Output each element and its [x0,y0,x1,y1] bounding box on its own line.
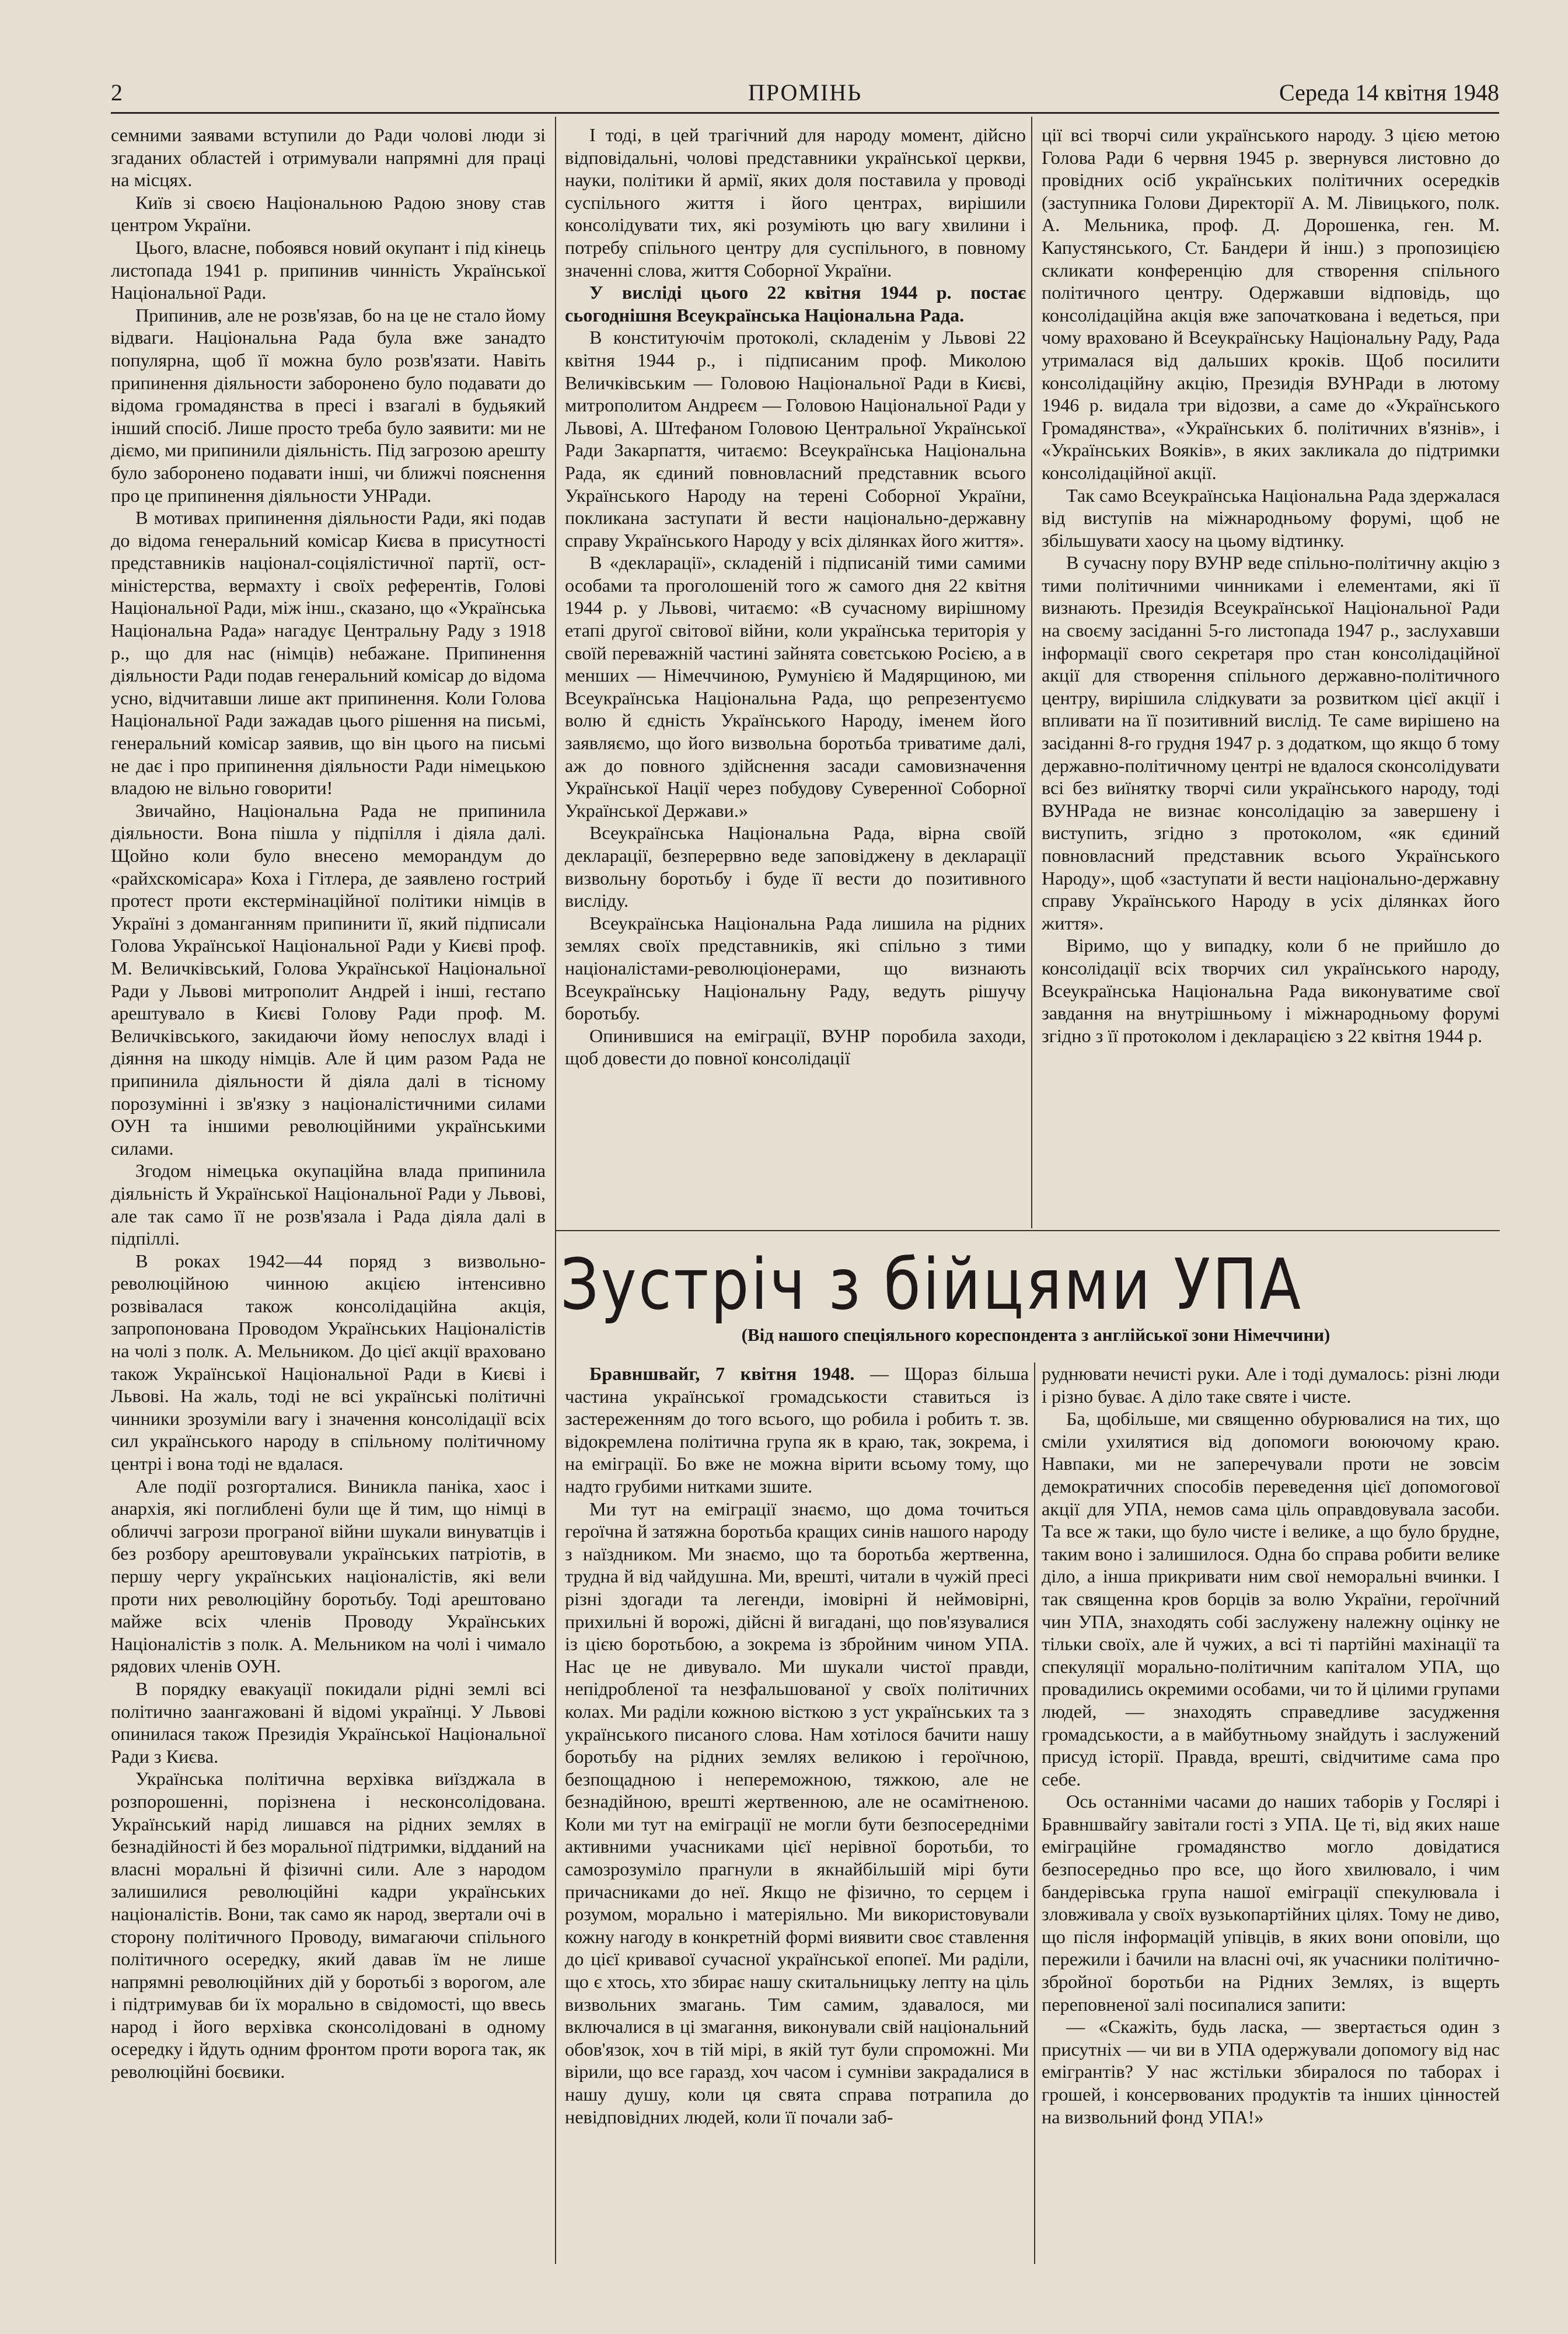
paragraph: руднювати нечисті руки. Але і тоді думалось: різні люди і різно буває. А діло таке святе і чисте. [1042,1363,1500,1407]
paragraph: Віримо, що у випадку, коли б не прийшло до консолідації всіх творчих сил українського народу, Всеукраїнська Національна Рада виконуватиме свої завдання на внутрішньому і міжнародньому форумі згідно з її протоколом і декларацією з 22 квітня 1944 р. [1042,935,1500,1046]
masthead: ПРОМІНЬ [748,79,862,106]
paragraph: Опинившися на еміграції, ВУНР поробила заходи, щоб довести до повної консолідації [565,1025,1026,1069]
column-3 [1042,124,1500,1221]
header-rule [111,112,1499,114]
paragraph: В порядку евакуації покидали рідні землі всі політично заангажовані й відомі українці. У Львові опинилася також Президія Української Національної Ради з Києва. [111,1678,546,1767]
paragraph-text: — Щораз більша частина української громадськости ставиться із застереженням до того всього, що робила і робить т. зв. відокремлена політична група як в краю, так, зокрема, і на еміграції. Бо вже не можна вірити всьому тому, що надто грубими нитками зшите. [565,1363,1029,1497]
paragraph: Звичайно, Національна Рада не припинила діяльности. Вона пішла у підпілля і діяла далі. Щойно коли було внесено меморандум до «райхскомісара» Коха і Гітлера, де заявлено гострий протест проти екстермінаційної політики німців в Україні з доманганням припинити її, який підписали Голова Української Національної Ради у Києві проф. М. Величківський, Голова Української Національної Ради у Львові митрополит Андрей і інші, гестапо арештувало в Києві Голову Ради проф. М. Величківського, закидаючи йому непослух владі і діяння на шкоду німців. Але й цим разом Рада не припинила діяльности й діяла далі в тісному порозумінні і зв'язку з націоналістичними силами ОУН та іншими революційними українськими силами. [111,799,546,1159]
paragraph: Але події розгорталися. Виникла паніка, хаос і анархія, які поглиблені були ще й тим, що німці в обличчі загрози програної війни шукали винуватців і без розбору арештовували українських патріотів, в першу чергу українських націоналістів, які вели проти них революційну боротьбу. Тоді арештовано майже всіх членів Проводу Українських Націоналістів з полк. А. Мельником на чолі і чимало рядових членів ОУН. [111,1475,546,1677]
article-column-left [565,1362,1029,2264]
column-1 [111,124,546,2259]
paragraph: Цього, власне, побоявся новий окупант і під кінець листопада 1941 р. припинив чинність Української Національної Ради. [111,236,546,303]
paragraph: У висліді цього 22 квітня 1944 р. постає сьогоднішня Всеукраїнська Національна Рада. [565,282,1026,326]
article-column-right [1042,1362,1500,2264]
article-headline: Зустріч з бійцями УПА [560,1245,1303,1326]
column-divider [1031,117,1032,1228]
section-rule [555,1230,1500,1231]
page-number: 2 [111,79,123,106]
article-lead [565,1362,1029,1498]
paragraph: Так само Всеукраїнська Національна Рада здержалася від виступів на міжнародньому форумі, щоб не збільшувати хаосу на цьому відтинку. [1042,484,1500,551]
paragraph: семними заявами вступили до Ради чолові люди зі згаданих областей і отримували напрямні для праці на місцях. [111,124,546,191]
paragraph: В мотивах припинення діяльности Ради, які подав до відома генеральний комісар Києва в присутності представників націонал-соціялістичної партії, ост-міністерства, вермахту і своїх референтів, Голові Національної Ради, між інш., сказано, що «Українська Національна Рада» нагадує Центральну Раду з 1918 р., що для нас (німців) небажане. Припинення діяльности Ради подав генеральний комісар до відома усно, відчитавши лише акт припинення. Коли Голова Національної Ради зажадав цього рішення на письмі, генеральний комісар заявив, що він цього на письмі не дає і про припинення діяльности Ради німецькою владою не вільно говорити! [111,507,546,799]
paragraph: Київ зі своєю Національною Радою знову став центром України. [111,191,546,236]
paragraph: ції всі творчі сили українського народу. З цією метою Голова Ради 6 червня 1945 р. звернувся листовно до провідних осіб українських політичних осередків (заступника Голови Директорії А. М. Лівицького, полк. А. Мельника, проф. Д. Дорошенка, ген. М. Капустянського, Ст. Бандери й інш.) з пропозицією скликати конференцію для створення спільного політичного центру. Одержавши відповідь, що консолідаційна акція вже започаткована і ведеться, при чому враховано й Всеукраїнську Національну Раду, Рада утрималася від дальших кроків. Щоб посилити консолідаційну акцію, Президія ВУНРади в лютому 1946 р. видала три відозви, а саме до «Українського Громадянства», «Українських б. політичних в'язнів», і «Українських Вояків», в яких закликала до підтримки консолідаційної акції. [1042,124,1500,483]
column-divider [1034,1362,1035,2264]
paragraph: Ось останніми часами до наших таборів у Гослярі і Бравншвайгу завітали гості з УПА. Це ті, від яких наше еміграційне громадянство могло довідатися безпосередньо про все, що його хвилювало, і чим бандерівська група нашої еміграції спекулювала і зловживала у своїх вузькопартійних цілях. Тому не диво, що після інформацій упівців, в яких вони оповіли, що пережили і бачили на власні очі, як учасники політично-збройної боротьби на Рідних Землях, із вщерть переповненої залі посипалися запити: [1042,1791,1500,2015]
paragraph: Всеукраїнська Національна Рада лишила на рідних землях своїх представників, які спільно з тими націоналістами-революціонерами, що визнають Всеукраїнську Національну Раду, ведуть рішучу боротьбу. [565,912,1026,1024]
paragraph: І тоді, в цей трагічний для народу момент, дійсно відповідальні, чолові представники української церкви, науки, політики й армії, яких доля поставила у проводі суспільного життя і його центрах, вирішили консолідувати тих, які розуміють цю вагу хвилини і потребу спільного центру для суспільного, в повному значенні слова, життя Соборної України. [565,124,1026,281]
paragraph: В «декларації», складеній і підписаній тими самими особами та проголошеній того ж самого дня 22 квітня 1944 р. у Львові, читаємо: «В сучасному вирішному етапі другої світової війни, коли українська територія у своїй переважній частині зайнята совєтською Росією, а в менших — Німеччиною, Румунією й Мадярщиною, ми Всеукраїнська Національна Рада, що репрезентуємо волю й єдність Українського Народу, іменем його заявляємо, що його визвольна боротьба триватиме далі, аж до повного здійснення засади самовизначення Української Нації через побудову Суверенної Соборної Української Держави.» [565,552,1026,821]
paragraph: В сучасну пору ВУНР веде спільно-політичну акцію з тими політичними чинниками і елементами, які її визнають. Президія Всеукраїнської Національної Ради на своєму засіданні 5-го листопада 1947 р., заслухавши інформації свого секретаря про стан консолідаційної акції для створення спільного державно-політичного центру, вирішила слідкувати за розвитком цієї акції і впливати на її позитивний вислід. Те саме вирішено на засіданні 8-го грудня 1947 р. з додатком, що якщо б тому державно-політичному центрі не вдалося сконсолідувати всі без виїнятку творчі сили українського народу, тоді ВУНРада не визнає консолідацію за завершену і виступить, згідно з протоколом, «як єдиний повновласний представник всього Українського Народу», щоб «заступати й вести національно-державну справу Українського Народу в усіх ділянках його життя». [1042,552,1500,934]
issue-date: Середа 14 квітня 1948 [1279,79,1499,106]
article-subheadline: (Від нашого спеціяльного кореспондента з англійської зони Німеччини) [741,1325,1330,1345]
paragraph: Згодом німецька окупаційна влада припинила діяльність й Української Національної Ради у Львові, але так само її не розв'язала і Рада діяла далі в підпіллі. [111,1160,546,1249]
paragraph: В конституючім протоколі, складенім у Львові 22 квітня 1944 р., і підписаним проф. Миколою Величківським — Головою Національної Ради в Києві, митрополитом Андреєм — Головою Національної Ради у Львові, А. Штефаном Головою Центральної Української Ради Закарпаття, читаємо: Всеукраїнська Національна Рада, як єдиний повновласний представник всього Українського Народу на терені Соборної України, покликана заступати й вести національно-державну справу Українського Народу у всіх ділянках його життя». [565,327,1026,551]
paragraph: — «Скажіть, будь ласка, — звертається один з присутніх — чи ви в УПА одержували допомогу від нас емігрантів? У нас жстільки збиралося по таборах і грошей, і консервованих продуктів та інших цінностей на визвольний фонд УПА!» [1042,2016,1500,2127]
dateline: Бравншвайг, 7 квітня 1948. [589,1363,855,1384]
paragraph: В роках 1942—44 поряд з визвольно-революційною чинною акцією інтенсивно розвівалася також консолідаційна акція, запропонована Проводом Українських Націоналістів на чолі з полк. А. Мельником. До цієї акції враховано також Української Національної Ради в Києві і Львові. На жаль, тоді не всі українські політичні чинники зрозуміли вагу і значення консолідації всіх сил українського народу в спільному політичному центрі і вона тоді не вдалася. [111,1250,546,1475]
paragraph: Ми тут на еміграції знаємо, що дома точиться героїчна й затяжна боротьба кращих синів нашого народу з наїздником. Ми знаємо, що та боротьба жертвенна, трудна й від чайдушна. Ми, врешті, читали в чужій пресі різні здогади та легенди, імовірні й неймовірні, прихильні й ворожі, дійсні й вигадані, що пов'язувалися із цією боротьбою, а зокрема із збройним чином УПА. Нас це не дивувало. Ми шукали чистої правди, непідробленої та незфальшованої у своїх політичних колах. Ми раділи кожною вісткою з уст українських та з українського писаного слова. Нам хотілося бачити нашу боротьбу на рідних землях великою і героїчною, безпощадною і непереможною, тяжкою, але не безнадійною, врешті жертвенною, але не осамітненою. Коли ми тут на еміграції не могли бути безпосередніми активними учасниками цієї нерівної боротьби, то самозрозуміло прагнули в якнайбільшій мірі бути причасниками до неї. Якщо не фізично, то серцем і розумом, морально і матеріяльно. Ми використовували кожну нагоду в конкретній формі виявити своє ставлення до цієї кривавої сучасної української епопеї. Ми раділи, що є хтось, хто збирає нашу скитальницьку лепту на ціль визвольних змагань. Тим самим, здавалося, ми включалися в ці змагання, виконували свій національний обов'язок, хоч в тій мірі, в якій тут були спроможні. Ми вірили, що все гаразд, хоч часом і сумніви закрадалися в нашу душу, коли ця свята справа потрапила до невідповідних людей, коли її почали заб- [565,1498,1029,2127]
paragraph: Припинив, але не розв'язав, бо на це не стало йому відваги. Національна Рада була вже занадто популярна, щоб її можна було розв'язати. Навіть припинення діяльности заборонено було подавати до відома громадянства в пресі і взагалі в будьякий інший спосіб. Лише просто треба було заявити: ми не діємо, ми припинили діяльність. Під загрозою арешту було заборонено подавати інші, чи ближчі пояснення про це припинення діяльности УНРади. [111,304,546,506]
column-divider [555,117,556,2264]
column-2 [565,124,1026,1221]
paragraph: Ба, щобільше, ми священно обурювалися на тих, що сміли ухилятися від допомоги воюючому краю. Навпаки, ми не заперечували проти не зовсім демократичних способів переведення цієї допомогової акції для УПА, немов сама ціль оправдовувала засоби. Та все ж таки, що було чисте і велике, а що було брудне, таким воно і залишилося. Одна бо справа робити велике діло, а інша прикривати ним свої неморальні вчинки. І так священна кров борців за волю України, героїчний чин УПА, знаходять собі заслужену належну оцінку не тільки своїх, але й чужих, а всі ті партійні махінації та спекуляції морально-політичним капіталом УПА, що провадились окремими особами, чи то й цілими групами людей, — знаходять справедливе засудження громадськости, а в майбутньому знайдуть і заслужений присуд історії. Правда, врешті, свідчитиме сама про себе. [1042,1408,1500,1790]
paragraph: Українська політична верхівка виїзджала в розпорошенні, порізнена і несконсолідована. Український нарід лишався на рідних землях в безнадійності й без моральної підтримки, відданий на власні моральні й фізичні сили. Але з народом залишилися революційні кадри українських націоналістів. Вони, так само як народ, звертали очі в сторону політичного Проводу, вимагаючи спільного політичного осередку, який давав їм не лише напрямні революційних дій у боротьбі з ворогом, але і підтримував би їх морально в свідомості, що ввесь народ і його верхівка сконсолідовані в одному осередку і йдуть одним фронтом проти ворога так, як революційні боєвики. [111,1768,546,2083]
page-header [111,75,1499,111]
paragraph: Всеукраїнська Національна Рада, вірна своїй декларації, безперервно веде заповіджену в декларації визвольну боротьбу і буде її вести до позитивного висліду. [565,822,1026,911]
